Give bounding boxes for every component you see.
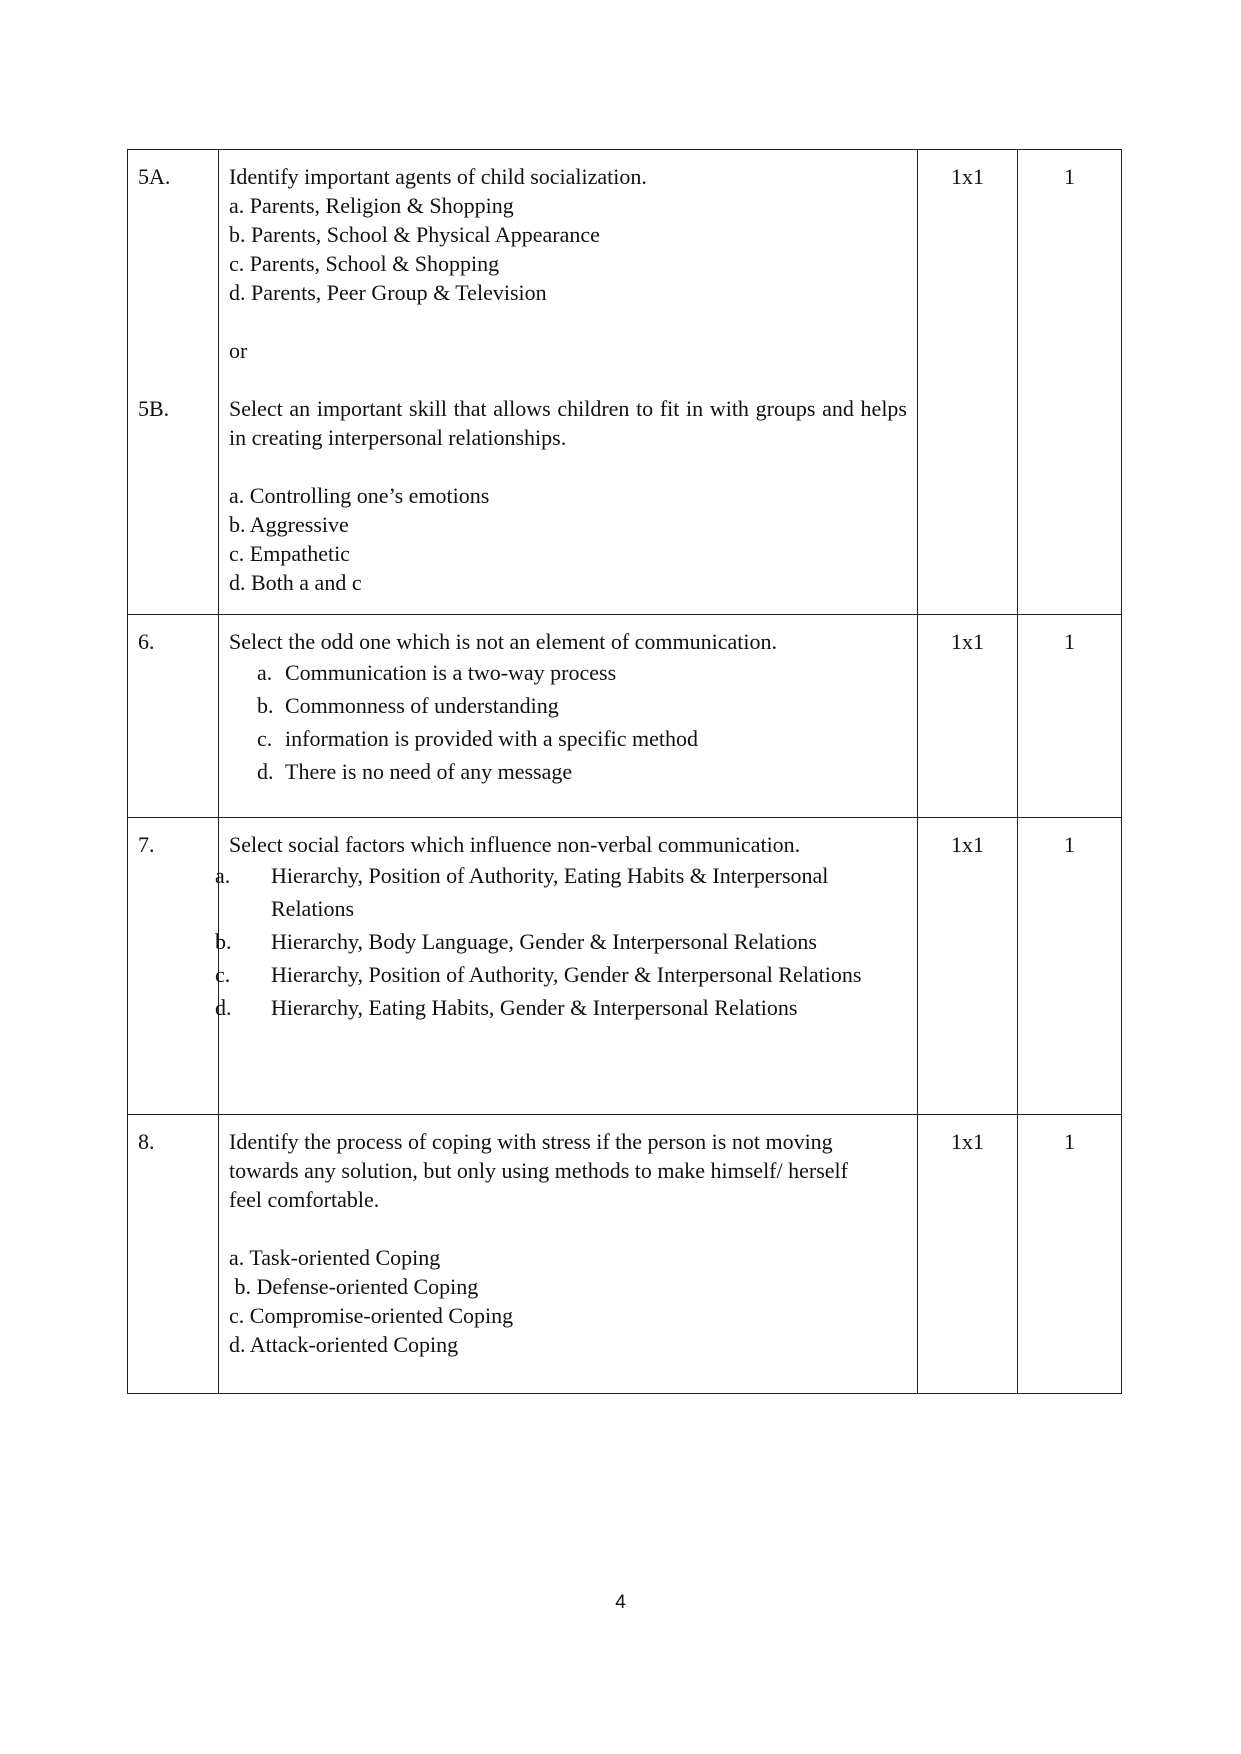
total-cell — [1018, 1115, 1122, 1394]
question-number-cell — [128, 1115, 219, 1394]
question-stem: Identify the process of coping with stress if the person is not moving towards any solution, but only using methods to make himself/ herself feel comfortable. — [229, 1129, 848, 1212]
question-text-cell — [219, 150, 918, 615]
option-item: d. Hierarchy, Eating Habits, Gender & Interpersonal Relations — [215, 995, 798, 1020]
or-separator: or — [229, 338, 248, 363]
question-number: 5A. — [138, 164, 171, 189]
table-row — [128, 150, 1122, 615]
total-cell — [1018, 615, 1122, 818]
question-table — [127, 149, 1122, 1394]
question-number-cell — [128, 615, 219, 818]
marks-value: 1x1 — [951, 164, 984, 189]
marks-value: 1x1 — [951, 832, 984, 857]
question-number-cell — [128, 818, 219, 1115]
question-number: 5B. — [138, 396, 170, 421]
option-item: b. Hierarchy, Body Language, Gender & Interpersonal Relations — [215, 929, 817, 954]
option-item: b. Commonness of understanding — [257, 693, 559, 718]
marks-cell — [918, 1115, 1018, 1394]
option-item: a. Communication is a two-way process — [257, 660, 617, 685]
question-text-cell — [219, 1115, 918, 1394]
question-stem: Select social factors which influence non-verbal communication. — [229, 832, 801, 857]
option-item: b. Parents, School & Physical Appearance — [229, 222, 600, 247]
option-item: d. Parents, Peer Group & Television — [229, 280, 547, 305]
option-item: c. Hierarchy, Position of Authority, Gender & Interpersonal Relations — [215, 962, 862, 987]
question-stem: Identify important agents of child socialization. — [229, 164, 647, 189]
option-item: d. Attack-oriented Coping — [229, 1332, 459, 1357]
marks-value: 1x1 — [951, 1129, 984, 1154]
question-number: 7. — [138, 832, 155, 857]
option-item: c. Compromise-oriented Coping — [229, 1303, 514, 1328]
marks-value: 1x1 — [951, 629, 984, 654]
table-row — [128, 615, 1122, 818]
option-item: c. Empathetic — [229, 541, 350, 566]
total-value: 1 — [1064, 1129, 1075, 1154]
option-item: b. Aggressive — [229, 512, 349, 537]
table-row — [128, 818, 1122, 1115]
option-item: b. Defense-oriented Coping — [229, 1274, 479, 1299]
total-cell — [1018, 150, 1122, 615]
question-number: 6. — [138, 629, 155, 654]
marks-cell — [918, 818, 1018, 1115]
table-row — [128, 1115, 1122, 1394]
total-value: 1 — [1064, 164, 1075, 189]
total-cell — [1018, 818, 1122, 1115]
question-number-cell — [128, 150, 219, 615]
question-stem: Select the odd one which is not an element of communication. — [229, 629, 778, 654]
option-item: a. Controlling one’s emotions — [229, 483, 490, 508]
marks-cell — [918, 615, 1018, 818]
marks-cell — [918, 150, 1018, 615]
option-item: d. There is no need of any message — [257, 759, 573, 784]
option-list — [229, 656, 907, 788]
question-text-cell — [215, 818, 918, 1115]
page-number: 4 — [615, 1592, 626, 1613]
total-value: 1 — [1064, 832, 1075, 857]
question-stem: Select an important skill that allows children to fit in with groups and helps in creating interpersonal relationships. — [229, 396, 907, 450]
option-item: a. Hierarchy, Position of Authority, Eating Habits & Interpersonal Relations — [215, 863, 829, 921]
option-item: d. Both a and c — [229, 570, 362, 595]
option-item: a. Task-oriented Coping — [229, 1245, 441, 1270]
question-number: 8. — [138, 1129, 155, 1154]
option-list — [215, 859, 907, 1024]
question-text-cell — [219, 615, 918, 818]
option-item: c. information is provided with a specific method — [257, 726, 699, 751]
total-value: 1 — [1064, 629, 1075, 654]
option-item: a. Parents, Religion & Shopping — [229, 193, 514, 218]
option-item: c. Parents, School & Shopping — [229, 251, 500, 276]
